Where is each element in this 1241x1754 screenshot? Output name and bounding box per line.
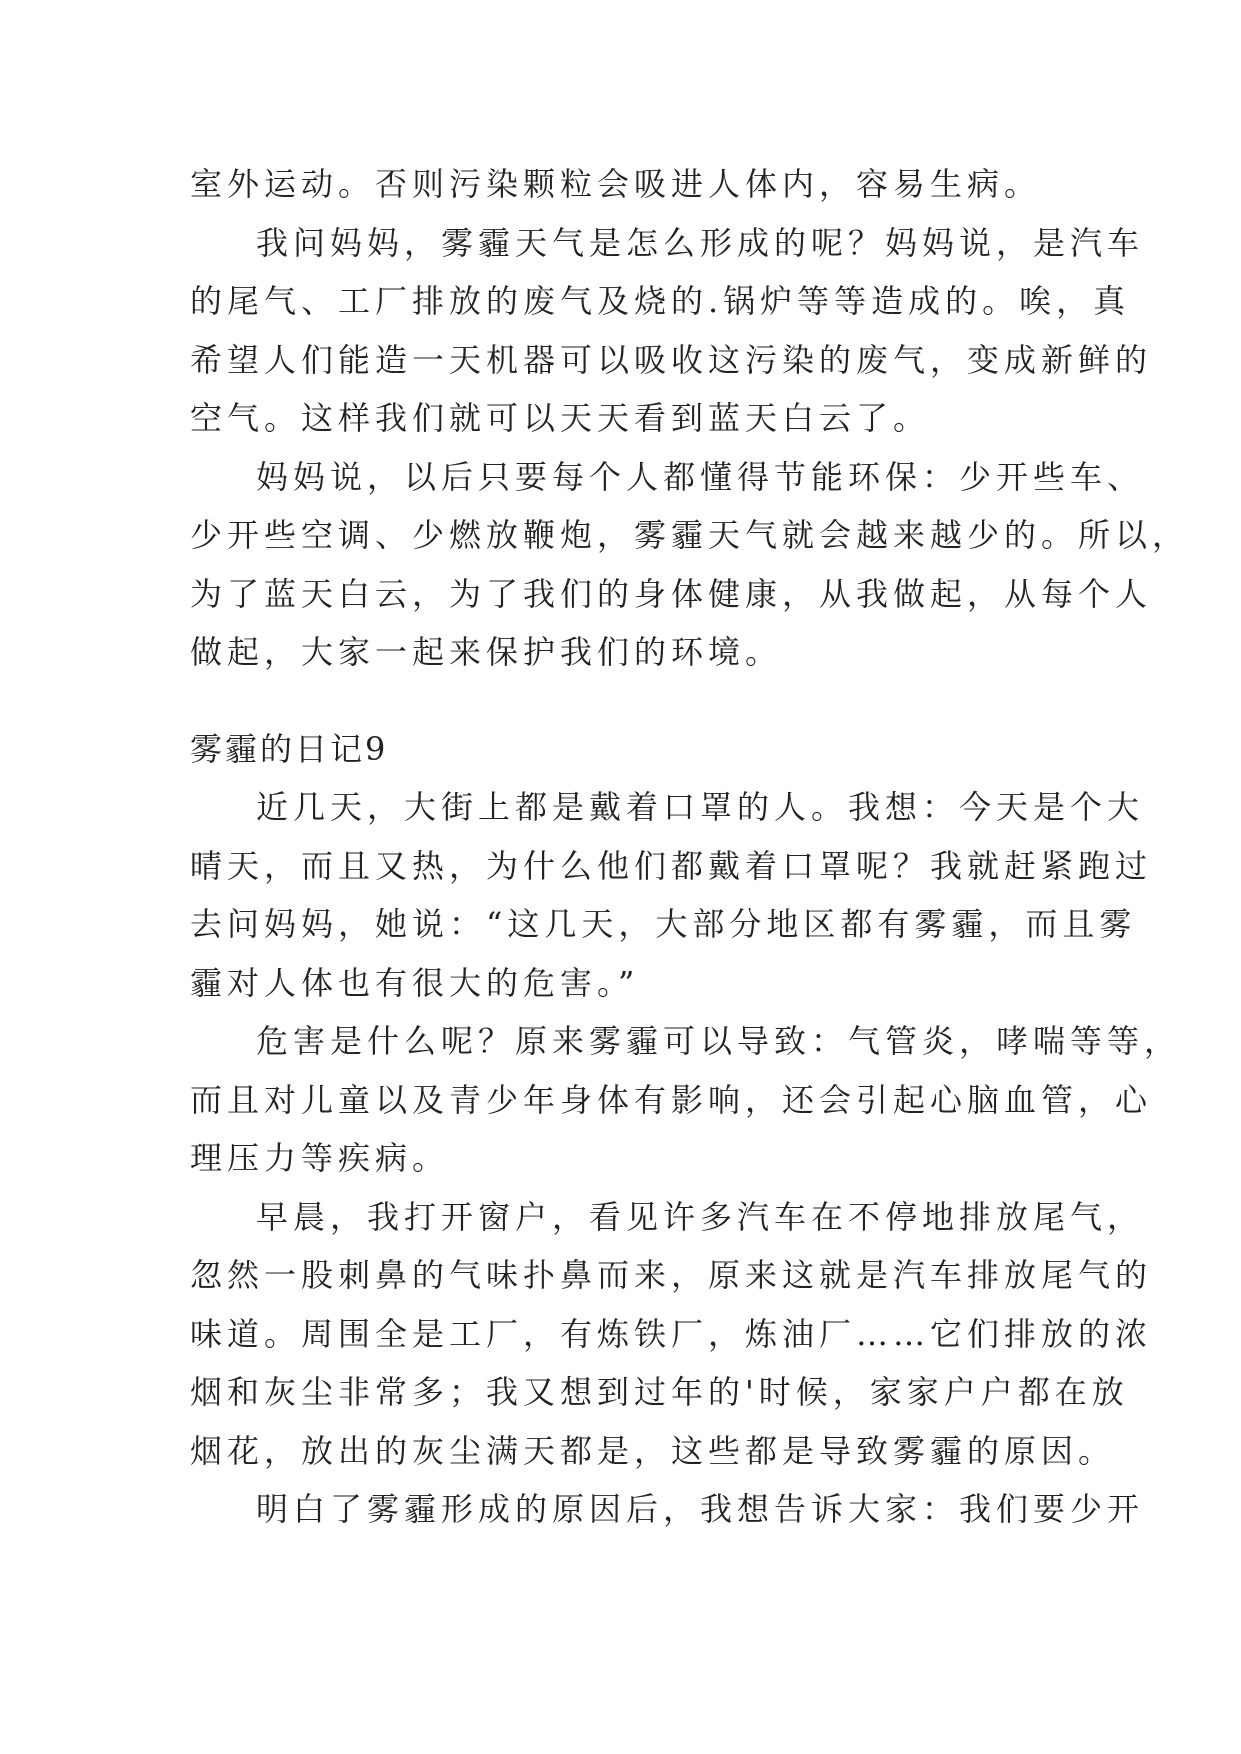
text-line: 明白了雾霾形成的原因后，我想告诉大家：我们要少开 [256,1490,1145,1528]
text-line: 早晨，我打开窗户，看见许多汽车在不停地排放尾气， [256,1197,1145,1236]
paragraph-masks [190,778,1153,1012]
text-line: 烟和灰尘非常多；我又想到过年的'时候，家家户户都在放 [190,1373,1129,1411]
text-line: 为了蓝天白云，为了我们的身体健康，从我做起，从每个人 [190,574,1153,613]
text-line: 少开些空调、少燃放鞭炮，雾霾天气就会越来越少的。所以， [190,516,1190,554]
paragraph-conclusion [190,1480,1145,1539]
paragraph-continuation [190,155,1050,214]
text-line: 理压力等疾病。 [190,1139,450,1177]
text-line: 做起，大家一起来保护我们的环境。 [190,633,783,671]
text-line: 晴天，而且又热，为什么他们都戴着口罩呢？我就赶紧跑过 [190,846,1153,885]
text-line: 近几天，大街上都是戴着口罩的人。我想：今天是个大 [256,788,1145,826]
section-title: 雾霾的日记9 [190,729,389,768]
text-line: 霾对人体也有很大的危害。” [190,963,640,1002]
text-line: 烟花，放出的灰尘满天都是，这些都是导致雾霾的原因。 [190,1431,1116,1470]
paragraph-causes [190,1188,1153,1481]
text-line: 的尾气、工厂排放的废气及烧的.锅炉等等造成的。唉，真 [190,282,1131,320]
text-line: 空气。这样我们就可以天天看到蓝天白云了。 [190,399,931,437]
text-line: 去问妈妈，她说：“这几天，大部分地区都有雾霾，而且雾 [190,905,1137,943]
paragraph-smog-formation [190,214,1153,448]
text-line: 而且对儿童以及青少年身体有影响，还会引起心脑血管，心 [190,1080,1153,1119]
document-body [190,155,1190,1539]
text-line: 我问妈妈，雾霾天气是怎么形成的呢？妈妈说，是汽车 [256,223,1145,262]
paragraph-environmental-protection [190,448,1190,682]
text-line: 妈妈说，以后只要每个人都懂得节能环保：少开些车、 [256,457,1145,496]
text-line: 忽然一股刺鼻的气味扑鼻而来，原来这就是汽车排放尾气的 [190,1256,1153,1294]
paragraph-harms [190,1012,1182,1188]
section-gap [190,682,1050,720]
text-line: 希望人们能造一天机器可以吸收这污染的废气，变成新鲜的 [190,340,1153,379]
text-line: 危害是什么呢？原来雾霾可以导致：气管炎，哮喘等等， [256,1022,1182,1060]
text-line: 味道。周围全是工厂，有炼铁厂，炼油厂……它们排放的浓 [190,1314,1153,1353]
text-line: 室外运动。否则污染颗粒会吸进人体内，容易生病。 [190,165,1042,203]
